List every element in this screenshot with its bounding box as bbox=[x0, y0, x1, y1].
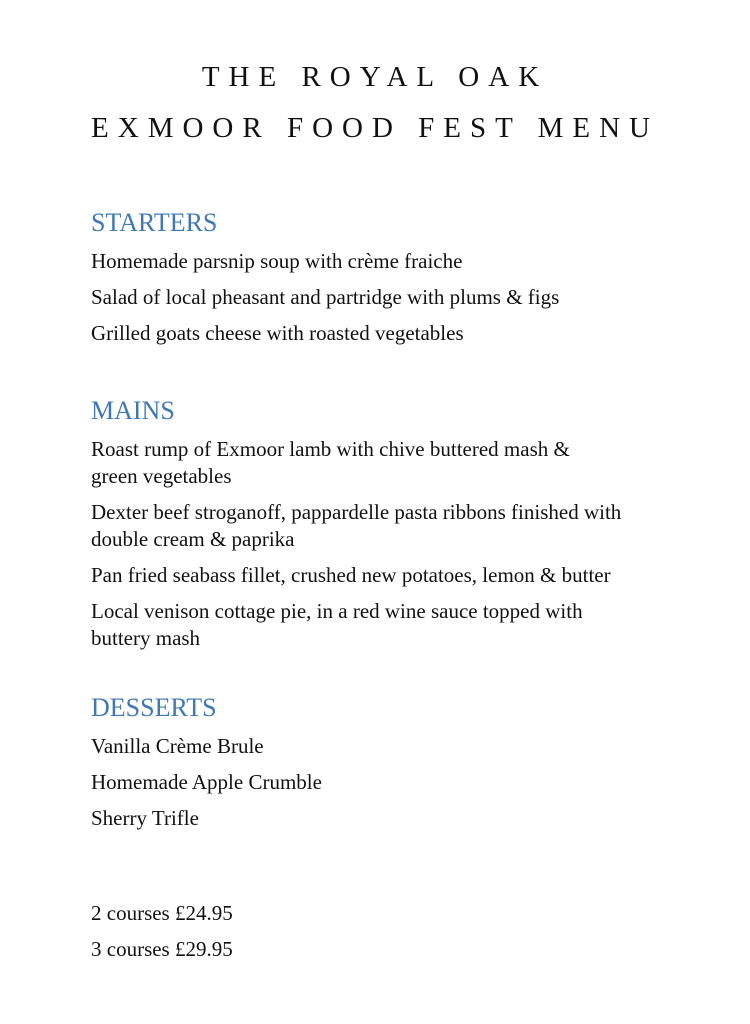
section-heading-starters: STARTERS bbox=[91, 208, 218, 237]
menu-item: Homemade Apple Crumble bbox=[91, 770, 322, 794]
menu-item: Vanilla Crème Brule bbox=[91, 734, 264, 758]
menu-item: Salad of local pheasant and partridge with plums & figs bbox=[91, 285, 560, 309]
starters-section bbox=[91, 208, 691, 356]
section-heading-mains: MAINS bbox=[91, 396, 175, 425]
menu-item: Homemade parsnip soup with crème fraiche bbox=[91, 249, 463, 273]
mains-section bbox=[91, 396, 691, 661]
menu-item: Grilled goats cheese with roasted vegetables bbox=[91, 321, 464, 345]
restaurant-name: THE ROYAL OAK bbox=[201, 61, 549, 93]
menu-item: Dexter beef stroganoff, pappardelle pasta ribbons finished with double cream & paprika bbox=[91, 500, 622, 551]
price-two-courses: 2 courses £24.95 bbox=[91, 901, 233, 925]
price-three-courses: 3 courses £29.95 bbox=[91, 937, 233, 961]
menu-item: Local venison cottage pie, in a red wine sauce topped with buttery mash bbox=[91, 599, 583, 650]
menu-item: Sherry Trifle bbox=[91, 806, 199, 830]
price-list bbox=[91, 900, 491, 972]
desserts-section bbox=[91, 693, 691, 841]
menu-item: Roast rump of Exmoor lamb with chive buttered mash & green vegetables bbox=[91, 437, 570, 488]
menu-item: Pan fried seabass fillet, crushed new potatoes, lemon & butter bbox=[91, 563, 611, 587]
section-heading-desserts: DESSERTS bbox=[91, 693, 217, 722]
menu-title: EXMOOR FOOD FEST MENU bbox=[91, 112, 659, 144]
